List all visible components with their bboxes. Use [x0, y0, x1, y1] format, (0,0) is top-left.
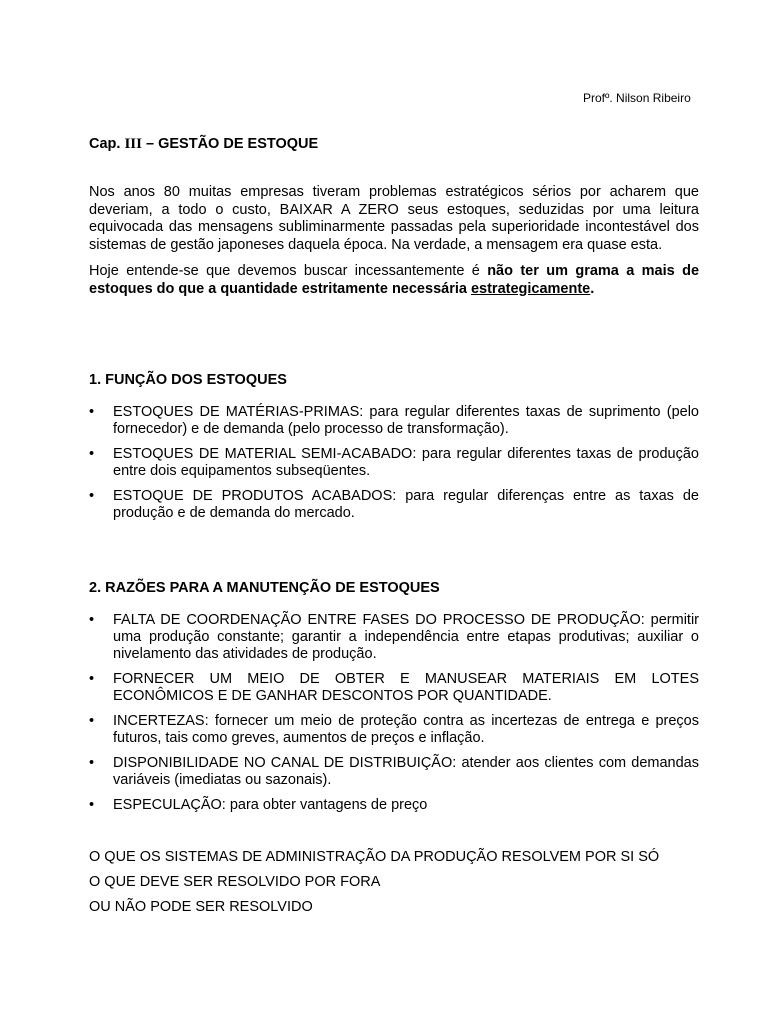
intro-paragraph-2-underlined: estrategicamente — [470, 280, 591, 297]
list-item-text: ESTOQUES DE MATERIAL SEMI-ACABADO: para regular diferentes taxas de produção entre dois equipamentos subseqüentes. — [113, 446, 699, 479]
list-item — [89, 446, 699, 480]
bullet-icon: • — [89, 612, 95, 628]
list-item-text: INCERTEZAS: fornecer um meio de proteção contra as incertezas de entrega e preços futuros, tais como greves, aumentos de preços e inflação. — [113, 713, 699, 746]
bullet-icon: • — [89, 755, 95, 771]
intro-paragraph-1: Nos anos 80 muitas empresas tiveram problemas estratégicos sérios por acharem que deveriam, a todo o custo, BAIXAR A ZERO seus estoques, seduzidas por uma leitura equivocada das mensagens subliminarmente passadas pela superioridade incontestável dos sistemas de gestão japoneses daquela época. Na verdade, a mensagem era quase esta. — [89, 184, 699, 253]
bullet-icon: • — [89, 671, 95, 687]
intro-paragraph-2-bold-text: não ter um grama a mais de estoques do que a quantidade estritamente necessária — [89, 263, 700, 297]
list-item — [89, 612, 699, 663]
list-item-text: FORNECER UM MEIO DE OBTER E MANUSEAR MATERIAIS EM LOTES ECONÔMICOS E DE GANHAR DESCONTOS POR QUANTIDADE. — [113, 671, 699, 704]
list-item — [89, 404, 699, 438]
closing-statements — [89, 849, 659, 924]
closing-line-1: O QUE OS SISTEMAS DE ADMINISTRAÇÃO DA PRODUÇÃO RESOLVEM POR SI SÓ — [89, 849, 660, 865]
section-1-title: 1. FUNÇÃO DOS ESTOQUES — [89, 372, 287, 388]
section-1-list — [89, 404, 699, 530]
section-2-title: 2. RAZÕES PARA A MANUTENÇÃO DE ESTOQUES — [89, 580, 440, 596]
intro-section — [89, 184, 699, 298]
bullet-icon: • — [89, 797, 95, 813]
list-item-text: DISPONIBILIDADE NO CANAL DE DISTRIBUIÇÃO: atender aos clientes com demandas variáveis (imediatas ou sazonais). — [113, 755, 699, 788]
list-item — [89, 713, 699, 747]
intro-paragraph-2-lead: Hoje entende-se que devemos buscar incessantemente é — [89, 263, 488, 279]
list-item — [89, 488, 699, 522]
list-item-text: FALTA DE COORDENAÇÃO ENTRE FASES DO PROCESSO DE PRODUÇÃO: permitir uma produção constante; garantir a independência entre etapas produtivas; auxiliar o nivelamento das atividades de produção. — [113, 612, 699, 662]
chapter-title — [89, 136, 318, 153]
closing-line-2: O QUE DEVE SER RESOLVIDO POR FORA — [89, 874, 381, 890]
intro-paragraph-2-end: . — [590, 280, 595, 297]
list-item-text: ESTOQUE DE PRODUTOS ACABADOS: para regular diferenças entre as taxas de produção e de demanda do mercado. — [113, 488, 699, 521]
section-2-list — [89, 612, 699, 822]
chapter-prefix: Cap. — [89, 136, 125, 152]
bullet-icon: • — [89, 404, 95, 420]
bullet-icon: • — [89, 488, 95, 504]
chapter-title-text: – GESTÃO DE ESTOQUE — [141, 136, 319, 152]
list-item — [89, 755, 699, 789]
list-item — [89, 797, 699, 814]
chapter-roman-numeral: III — [124, 136, 142, 152]
intro-paragraph-2 — [89, 263, 699, 298]
bullet-icon: • — [89, 713, 95, 729]
list-item — [89, 671, 699, 705]
closing-line-3: OU NÃO PODE SER RESOLVIDO — [89, 899, 313, 915]
list-item-text: ESTOQUES DE MATÉRIAS-PRIMAS: para regular diferentes taxas de suprimento (pelo fornecedor) e de demanda (pelo processo de transformação). — [113, 404, 699, 437]
author-name: Profº. Nilson Ribeiro — [583, 91, 691, 105]
list-item-text: ESPECULAÇÃO: para obter vantagens de preço — [113, 797, 428, 813]
bullet-icon: • — [89, 446, 95, 462]
